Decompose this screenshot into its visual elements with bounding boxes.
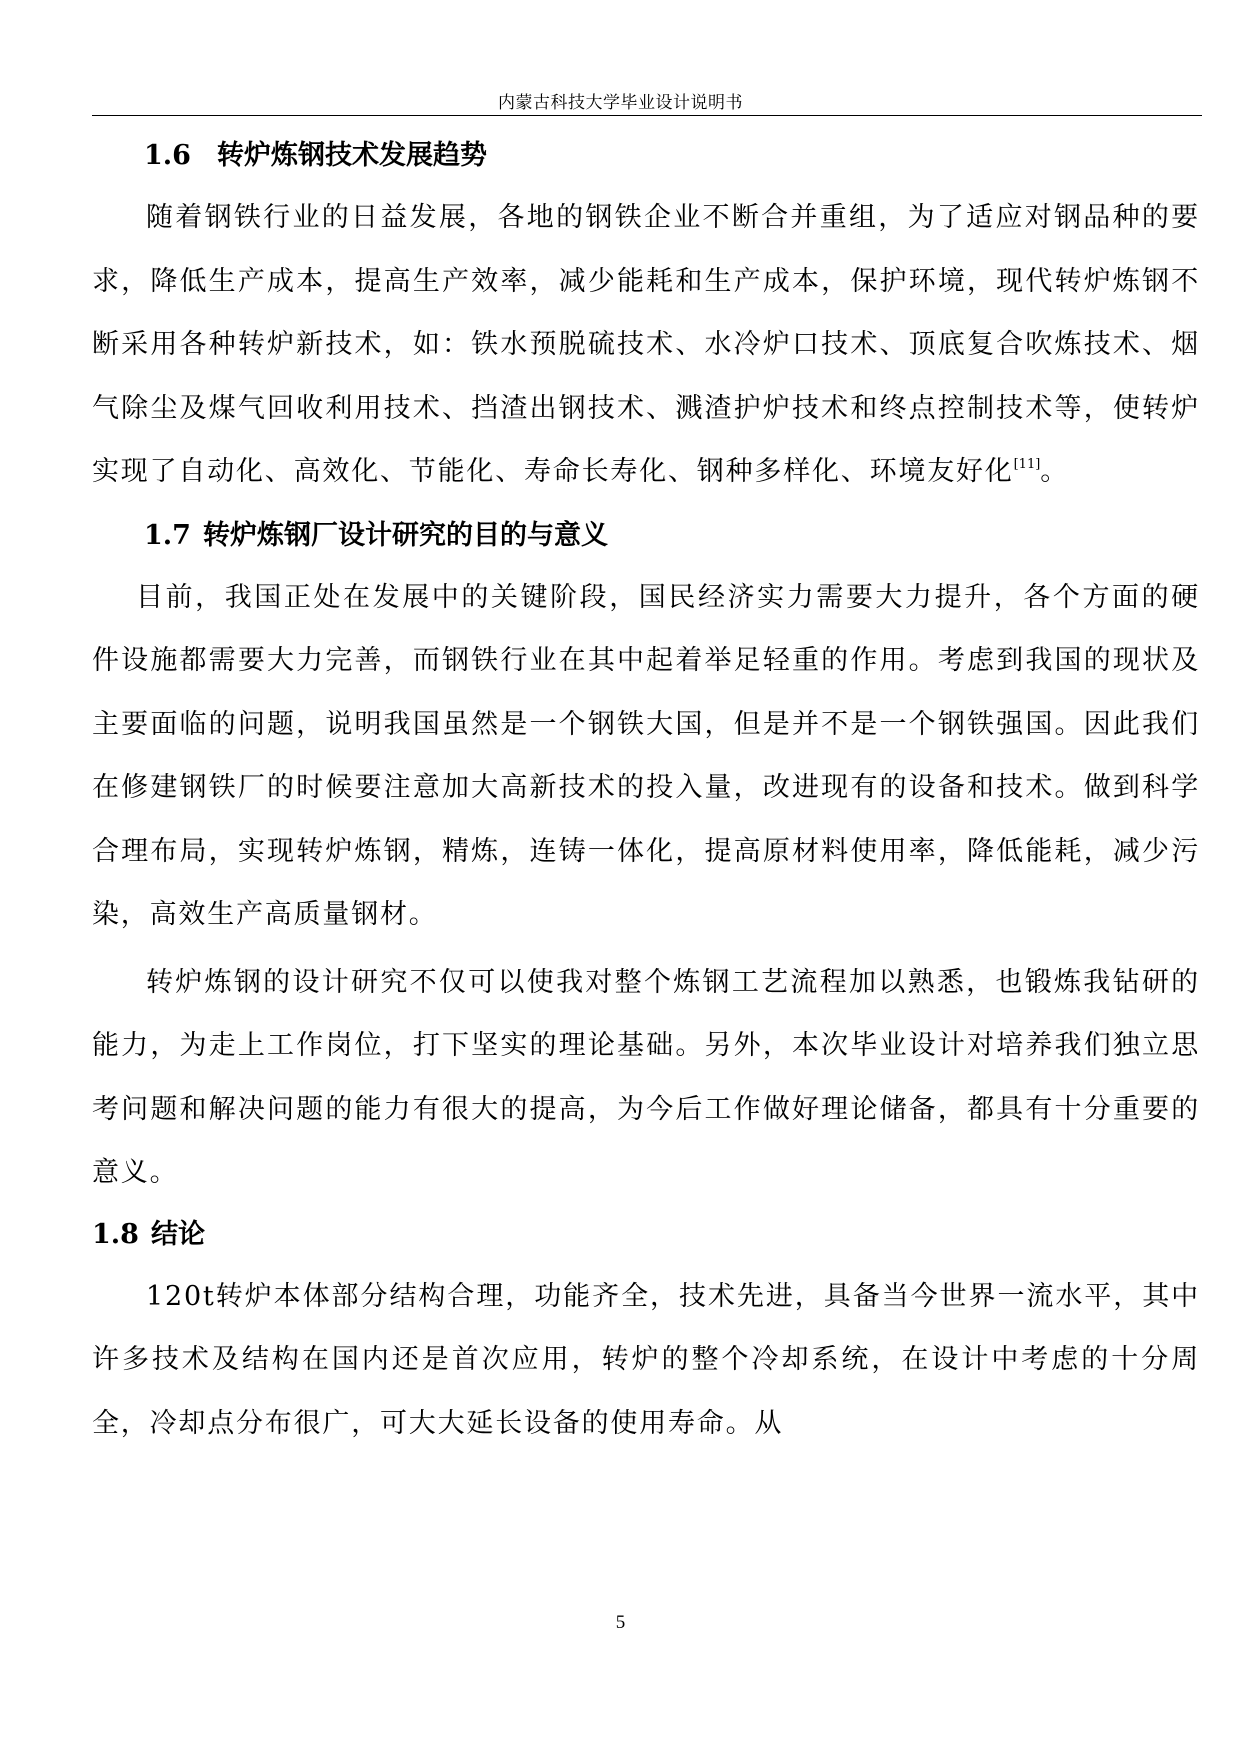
paragraph-tail: 。 — [1040, 456, 1070, 487]
paragraph-text: 目前，我国正处在发展中的关键阶段，国民经济实力需要大力提升，各个方面的硬件设施都需要大力完善，而钢铁行业在其中起着举足轻重的作用。考虑到我国的现状及主要面临的问题，说明我国虽然是一个钢铁大国，但是并不是一个钢铁强国。因此我们在修建钢铁厂的时候要注意加大高新技术的投入量，改进现有的设备和技术。做到科学合理布局，实现转炉炼钢，精炼，连铸一体化，提高原材料使用率，降低能耗，减少污染，高效生产高质量钢材。 — [92, 581, 1200, 930]
paragraph — [92, 566, 1200, 947]
header-rule — [92, 115, 1202, 116]
document-body — [92, 126, 1200, 1455]
section-title: 转炉炼钢厂设计研究的目的与意义 — [202, 519, 608, 551]
section-heading-1-6 — [92, 126, 1200, 186]
paragraph-text: 转炉炼钢的设计研究不仅可以使我对整个炼钢工艺流程加以熟悉，也锻炼我钻研的能力，为走上工作岗位，打下坚实的理论基础。另外，本次毕业设计对培养我们独立思考问题和解决问题的能力有很大的提高，为今后工作做好理论储备，都具有十分重要的意义。 — [92, 966, 1200, 1188]
paragraph — [92, 186, 1200, 504]
section-number: 1.8 — [92, 1218, 139, 1250]
section-heading-1-8 — [92, 1205, 1200, 1265]
section-title: 结论 — [150, 1218, 205, 1250]
page-header: 内蒙古科技大学毕业设计说明书 — [498, 93, 743, 113]
section-number: 1.6 — [144, 140, 191, 171]
section-title: 转炉炼钢技术发展趋势 — [216, 140, 487, 171]
paragraph-text: 120t转炉本体部分结构合理，功能齐全，技术先进，具备当今世界一流水平，其中许多技术及结构在国内还是首次应用，转炉的整个冷却系统，在设计中考虑的十分周全，冷却点分布很广，可大大延长设备的使用寿命。从 — [92, 1280, 1200, 1439]
citation-ref: [11] — [1013, 457, 1041, 472]
section-number: 1.7 — [144, 519, 191, 551]
section-heading-1-7 — [92, 506, 1200, 566]
paragraph — [92, 1265, 1200, 1456]
page-number: 5 — [615, 1612, 626, 1633]
paragraph — [92, 951, 1200, 1205]
paragraph-text: 随着钢铁行业的日益发展，各地的钢铁企业不断合并重组，为了适应对钢品种的要求，降低生产成本，提高生产效率，减少能耗和生产成本，保护环境，现代转炉炼钢不断采用各种转炉新技术，如：铁水预脱硫技术、水冷炉口技术、顶底复合吹炼技术、烟气除尘及煤气回收利用技术、挡渣出钢技术、溅渣护炉技术和终点控制技术等，使转炉实现了自动化、高效化、节能化、寿命长寿化、钢种多样化、环境友好化 — [92, 202, 1200, 487]
